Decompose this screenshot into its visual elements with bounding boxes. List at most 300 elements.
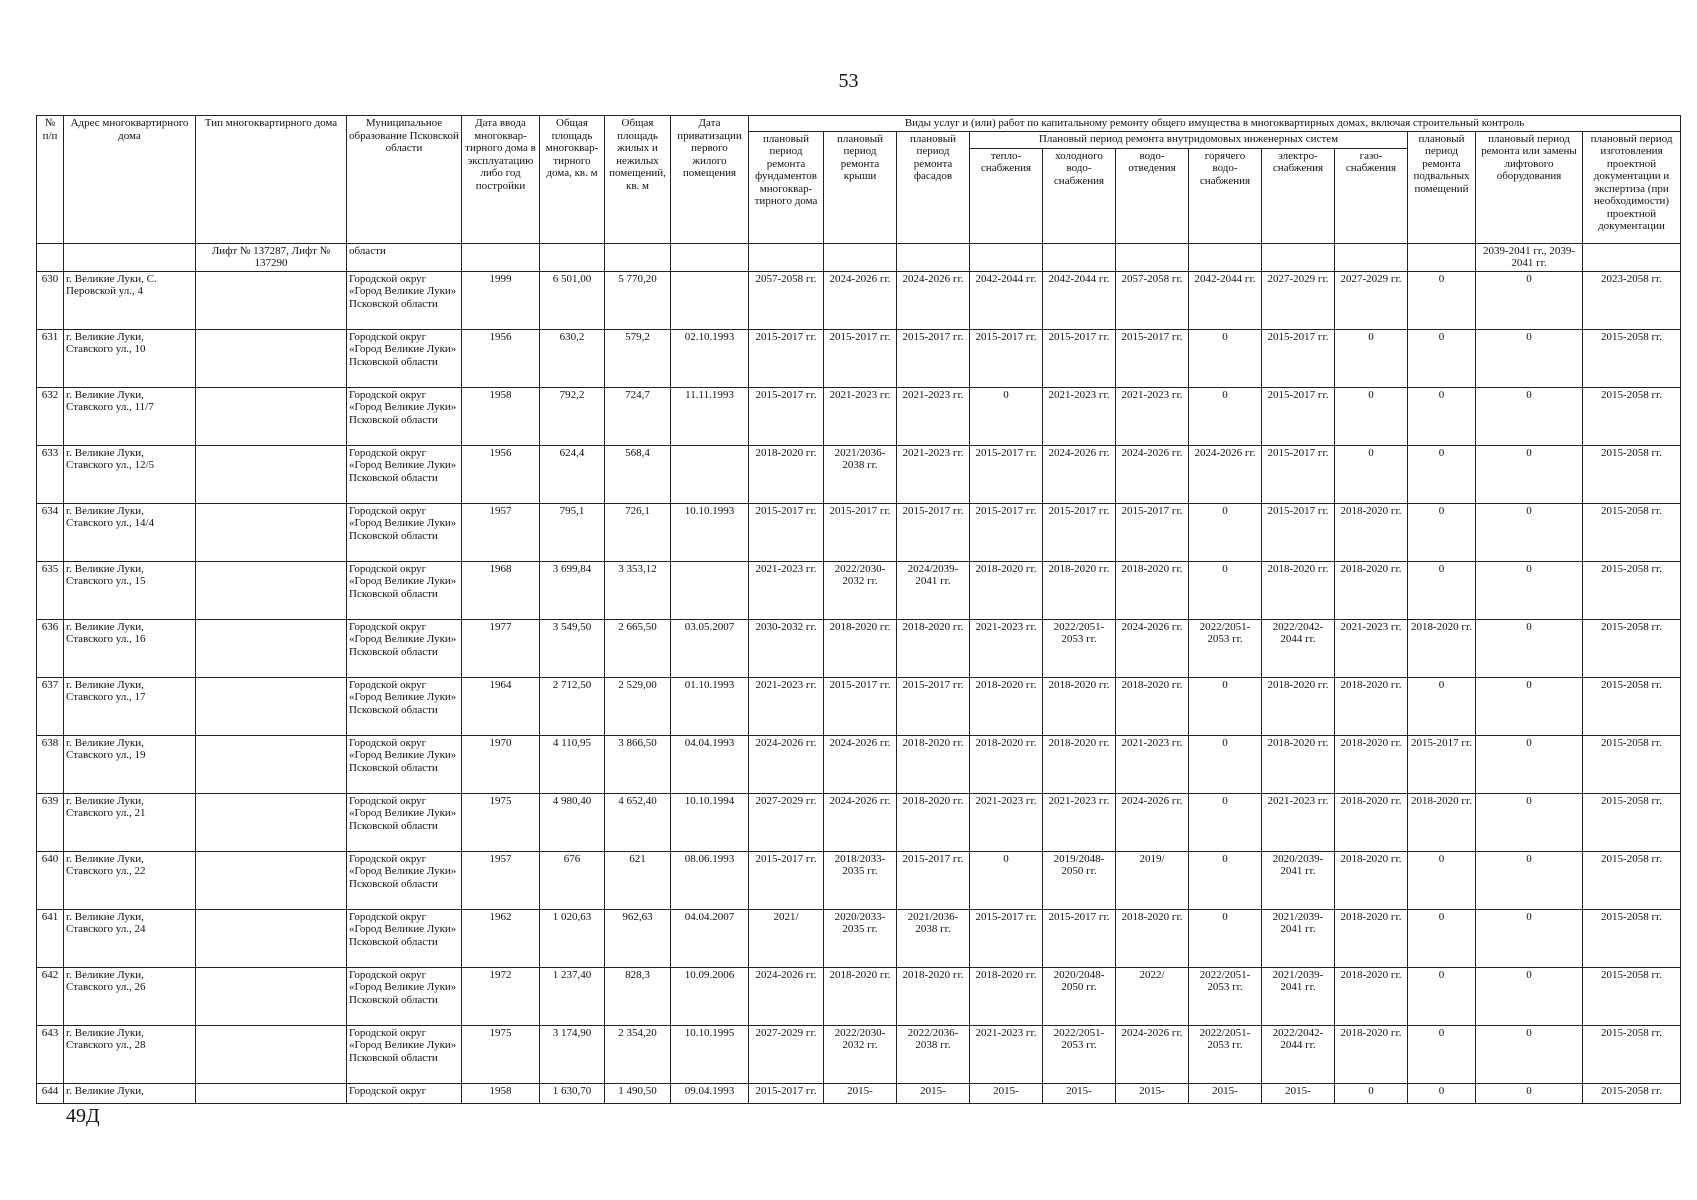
cell-total-area: 795,1 bbox=[540, 503, 605, 561]
cell-living-area: 2 529,00 bbox=[605, 677, 671, 735]
cell-elevator: 0 bbox=[1476, 677, 1583, 735]
cell-hot-water: 2022/2051-2053 гг. bbox=[1189, 967, 1262, 1025]
cell-basement: 0 bbox=[1408, 271, 1476, 329]
cell-municipality: Городской округ «Город Великие Луки» Псковской области bbox=[347, 677, 462, 735]
cont-municipality: области bbox=[347, 243, 462, 271]
cell-heat: 2021-2023 гг. bbox=[970, 793, 1043, 851]
cell-gas: 2027-2029 гг. bbox=[1335, 271, 1408, 329]
cell-foundation: 2015-2017 гг. bbox=[749, 503, 824, 561]
cell-electricity: 2018-2020 гг. bbox=[1262, 561, 1335, 619]
header-gas: газо-снабжения bbox=[1335, 148, 1408, 243]
cell-hot-water: 0 bbox=[1189, 387, 1262, 445]
cell-foundation: 2024-2026 гг. bbox=[749, 967, 824, 1025]
header-living-area: Общая площадь жилых и нежилых помещений, кв. м bbox=[605, 116, 671, 244]
cell-basement: 2015-2017 гг. bbox=[1408, 735, 1476, 793]
cont-type: Лифт № 137287, Лифт № 137290 bbox=[196, 243, 347, 271]
cell-hot-water: 0 bbox=[1189, 909, 1262, 967]
cell-living-area: 828,3 bbox=[605, 967, 671, 1025]
cell-electricity: 2020/2039-2041 гг. bbox=[1262, 851, 1335, 909]
cell-gas: 2018-2020 гг. bbox=[1335, 677, 1408, 735]
header-basement: плановый период ремонта подвальных помещений bbox=[1408, 131, 1476, 243]
cell-hot-water: 2015- bbox=[1189, 1083, 1262, 1103]
header-total-area: Общая площадь многоквар-тирного дома, кв. м bbox=[540, 116, 605, 244]
cell-electricity: 2015- bbox=[1262, 1083, 1335, 1103]
cell-foundation: 2021/ bbox=[749, 909, 824, 967]
cell-facade: 2015-2017 гг. bbox=[897, 851, 970, 909]
cell-gas: 0 bbox=[1335, 387, 1408, 445]
cell-elevator: 0 bbox=[1476, 735, 1583, 793]
cell-municipality: Городской округ «Город Великие Луки» Псковской области bbox=[347, 1025, 462, 1083]
cell-total-area: 4 110,95 bbox=[540, 735, 605, 793]
cell-address: г. Великие Луки, Ставского ул., 12/5 bbox=[64, 445, 196, 503]
cell-cold-water: 2015- bbox=[1043, 1083, 1116, 1103]
cell-cold-water: 2021-2023 гг. bbox=[1043, 793, 1116, 851]
cell-design-docs: 2023-2058 гг. bbox=[1583, 271, 1681, 329]
cell-design-docs: 2015-2058 гг. bbox=[1583, 851, 1681, 909]
cell-elevator: 0 bbox=[1476, 1083, 1583, 1103]
cell-living-area: 4 652,40 bbox=[605, 793, 671, 851]
cell-design-docs: 2015-2058 гг. bbox=[1583, 561, 1681, 619]
cell-electricity: 2015-2017 гг. bbox=[1262, 445, 1335, 503]
cell-design-docs: 2015-2058 гг. bbox=[1583, 793, 1681, 851]
cell-hot-water: 0 bbox=[1189, 561, 1262, 619]
cell-year: 1972 bbox=[462, 967, 540, 1025]
table-row bbox=[37, 619, 1681, 677]
cell-num: 640 bbox=[37, 851, 64, 909]
cell-foundation: 2018-2020 гг. bbox=[749, 445, 824, 503]
cell-elevator: 0 bbox=[1476, 329, 1583, 387]
header-heat: тепло-снабжения bbox=[970, 148, 1043, 243]
table-row bbox=[37, 677, 1681, 735]
cell-roof: 2018-2020 гг. bbox=[824, 619, 897, 677]
cell-num: 638 bbox=[37, 735, 64, 793]
table-row bbox=[37, 503, 1681, 561]
cell-facade: 2015-2017 гг. bbox=[897, 329, 970, 387]
cell-address: г. Великие Луки, Ставского ул., 10 bbox=[64, 329, 196, 387]
cell-address: г. Великие Луки, Ставского ул., 11/7 bbox=[64, 387, 196, 445]
header-sewerage: водо-отведения bbox=[1116, 148, 1189, 243]
cell-basement: 0 bbox=[1408, 503, 1476, 561]
cell-total-area: 2 712,50 bbox=[540, 677, 605, 735]
cell-design-docs: 2015-2058 гг. bbox=[1583, 503, 1681, 561]
cell-total-area: 676 bbox=[540, 851, 605, 909]
cell-elevator: 0 bbox=[1476, 851, 1583, 909]
cell-hot-water: 0 bbox=[1189, 735, 1262, 793]
table-row bbox=[37, 735, 1681, 793]
cell-living-area: 726,1 bbox=[605, 503, 671, 561]
cell-basement: 0 bbox=[1408, 329, 1476, 387]
continuation-row bbox=[37, 243, 1681, 271]
cell-municipality: Городской округ «Город Великие Луки» Псковской области bbox=[347, 445, 462, 503]
cell-address: г. Великие Луки, bbox=[64, 1083, 196, 1103]
cell-sewerage: 2024-2026 гг. bbox=[1116, 619, 1189, 677]
cell-roof: 2024-2026 гг. bbox=[824, 735, 897, 793]
cell-year: 1958 bbox=[462, 1083, 540, 1103]
cell-cold-water: 2015-2017 гг. bbox=[1043, 909, 1116, 967]
cell-year: 1968 bbox=[462, 561, 540, 619]
cell-roof: 2021/2036-2038 гг. bbox=[824, 445, 897, 503]
cell-foundation: 2021-2023 гг. bbox=[749, 677, 824, 735]
cell-address: г. Великие Луки, С. Перовской ул., 4 bbox=[64, 271, 196, 329]
cell-facade: 2021/2036-2038 гг. bbox=[897, 909, 970, 967]
cell-gas: 2018-2020 гг. bbox=[1335, 967, 1408, 1025]
header-design-docs: плановый период изготовления проектной документации и экспертиза (при необходимости) проектной документации bbox=[1583, 131, 1681, 243]
cell-num: 643 bbox=[37, 1025, 64, 1083]
cell-design-docs: 2015-2058 гг. bbox=[1583, 329, 1681, 387]
cell-year: 1977 bbox=[462, 619, 540, 677]
cell-num: 636 bbox=[37, 619, 64, 677]
cell-privatization: 01.10.1993 bbox=[671, 677, 749, 735]
cell-address: г. Великие Луки, Ставского ул., 22 bbox=[64, 851, 196, 909]
cell-roof: 2015-2017 гг. bbox=[824, 329, 897, 387]
cell-year: 1957 bbox=[462, 503, 540, 561]
cell-elevator: 0 bbox=[1476, 561, 1583, 619]
cell-address: г. Великие Луки, Ставского ул., 24 bbox=[64, 909, 196, 967]
cell-total-area: 6 501,00 bbox=[540, 271, 605, 329]
cell-facade: 2021-2023 гг. bbox=[897, 387, 970, 445]
cell-cold-water: 2042-2044 гг. bbox=[1043, 271, 1116, 329]
cell-facade: 2024/2039-2041 гг. bbox=[897, 561, 970, 619]
cell-living-area: 568,4 bbox=[605, 445, 671, 503]
cell-total-area: 3 174,90 bbox=[540, 1025, 605, 1083]
cell-type bbox=[196, 909, 347, 967]
cell-municipality: Городской округ «Город Великие Луки» Псковской области bbox=[347, 503, 462, 561]
cell-elevator: 0 bbox=[1476, 271, 1583, 329]
cell-total-area: 1 630,70 bbox=[540, 1083, 605, 1103]
cell-roof: 2015-2017 гг. bbox=[824, 677, 897, 735]
cell-num: 632 bbox=[37, 387, 64, 445]
cell-total-area: 3 699,84 bbox=[540, 561, 605, 619]
cell-heat: 0 bbox=[970, 387, 1043, 445]
cell-living-area: 962,63 bbox=[605, 909, 671, 967]
cell-sewerage: 2015- bbox=[1116, 1083, 1189, 1103]
cell-living-area: 724,7 bbox=[605, 387, 671, 445]
cell-cold-water: 2015-2017 гг. bbox=[1043, 503, 1116, 561]
cell-address: г. Великие Луки, Ставского ул., 15 bbox=[64, 561, 196, 619]
cell-facade: 2021-2023 гг. bbox=[897, 445, 970, 503]
cell-basement: 0 bbox=[1408, 851, 1476, 909]
header-commission-date: Дата ввода многоквар-тирного дома в эксплуатацию либо год постройки bbox=[462, 116, 540, 244]
cell-num: 635 bbox=[37, 561, 64, 619]
cell-heat: 2015-2017 гг. bbox=[970, 909, 1043, 967]
header-type: Тип многоквартирного дома bbox=[196, 116, 347, 244]
cell-gas: 0 bbox=[1335, 1083, 1408, 1103]
cell-electricity: 2018-2020 гг. bbox=[1262, 735, 1335, 793]
header-address: Адрес многоквартирного дома bbox=[64, 116, 196, 244]
cell-sewerage: 2021-2023 гг. bbox=[1116, 387, 1189, 445]
cell-heat: 2018-2020 гг. bbox=[970, 967, 1043, 1025]
cell-elevator: 0 bbox=[1476, 445, 1583, 503]
cell-type bbox=[196, 503, 347, 561]
cell-address: г. Великие Луки, Ставского ул., 26 bbox=[64, 967, 196, 1025]
cell-address: г. Великие Луки, Ставского ул., 14/4 bbox=[64, 503, 196, 561]
cell-privatization: 10.09.2006 bbox=[671, 967, 749, 1025]
cell-address: г. Великие Луки, Ставского ул., 19 bbox=[64, 735, 196, 793]
cell-num: 641 bbox=[37, 909, 64, 967]
cell-year: 1999 bbox=[462, 271, 540, 329]
header-works-group: Виды услуг и (или) работ по капитальному ремонту общего имущества в многоквартирных домах, включая строительный контроль bbox=[749, 116, 1681, 132]
cell-num: 630 bbox=[37, 271, 64, 329]
cell-address: г. Великие Луки, Ставского ул., 16 bbox=[64, 619, 196, 677]
cell-type bbox=[196, 967, 347, 1025]
cell-heat: 2018-2020 гг. bbox=[970, 677, 1043, 735]
header-facade: плановый период ремонта фасадов bbox=[897, 131, 970, 243]
cell-cold-water: 2022/2051-2053 гг. bbox=[1043, 1025, 1116, 1083]
table-row bbox=[37, 967, 1681, 1025]
cell-facade: 2015-2017 гг. bbox=[897, 503, 970, 561]
cell-privatization: 03.05.2007 bbox=[671, 619, 749, 677]
cell-foundation: 2015-2017 гг. bbox=[749, 1083, 824, 1103]
cell-num: 637 bbox=[37, 677, 64, 735]
cell-foundation: 2024-2026 гг. bbox=[749, 735, 824, 793]
cell-municipality: Городской округ «Город Великие Луки» Псковской области bbox=[347, 561, 462, 619]
cell-elevator: 0 bbox=[1476, 387, 1583, 445]
cell-cold-water: 2019/2048-2050 гг. bbox=[1043, 851, 1116, 909]
header-hot-water: горячего водо-снабжения bbox=[1189, 148, 1262, 243]
cell-design-docs: 2015-2058 гг. bbox=[1583, 387, 1681, 445]
cell-heat: 2015- bbox=[970, 1083, 1043, 1103]
cell-municipality: Городской округ «Город Великие Луки» Псковской области bbox=[347, 387, 462, 445]
cell-sewerage: 2024-2026 гг. bbox=[1116, 793, 1189, 851]
cell-cold-water: 2018-2020 гг. bbox=[1043, 561, 1116, 619]
cell-heat: 2042-2044 гг. bbox=[970, 271, 1043, 329]
cell-year: 1956 bbox=[462, 329, 540, 387]
cell-type bbox=[196, 677, 347, 735]
header-municipality: Муниципальное образование Псковской области bbox=[347, 116, 462, 244]
capital-repair-table bbox=[36, 115, 1681, 1104]
cell-num: 639 bbox=[37, 793, 64, 851]
cell-address: г. Великие Луки, Ставского ул., 28 bbox=[64, 1025, 196, 1083]
cell-electricity: 2015-2017 гг. bbox=[1262, 387, 1335, 445]
cell-gas: 0 bbox=[1335, 329, 1408, 387]
cell-foundation: 2015-2017 гг. bbox=[749, 851, 824, 909]
cell-facade: 2015-2017 гг. bbox=[897, 677, 970, 735]
cell-sewerage: 2024-2026 гг. bbox=[1116, 445, 1189, 503]
cell-type bbox=[196, 793, 347, 851]
cell-total-area: 1 237,40 bbox=[540, 967, 605, 1025]
cell-heat: 2018-2020 гг. bbox=[970, 735, 1043, 793]
cell-electricity: 2018-2020 гг. bbox=[1262, 677, 1335, 735]
cell-privatization: 04.04.2007 bbox=[671, 909, 749, 967]
cell-roof: 2024-2026 гг. bbox=[824, 793, 897, 851]
cell-gas: 2018-2020 гг. bbox=[1335, 851, 1408, 909]
cell-type bbox=[196, 387, 347, 445]
cell-sewerage: 2024-2026 гг. bbox=[1116, 1025, 1189, 1083]
cell-gas: 2021-2023 гг. bbox=[1335, 619, 1408, 677]
cell-num: 631 bbox=[37, 329, 64, 387]
cell-electricity: 2021-2023 гг. bbox=[1262, 793, 1335, 851]
page-number: 53 bbox=[838, 70, 859, 92]
cell-sewerage: 2022/ bbox=[1116, 967, 1189, 1025]
cell-cold-water: 2022/2051-2053 гг. bbox=[1043, 619, 1116, 677]
cell-hot-water: 0 bbox=[1189, 851, 1262, 909]
cell-municipality: Городской округ «Город Великие Луки» Псковской области bbox=[347, 271, 462, 329]
cell-heat: 0 bbox=[970, 851, 1043, 909]
cell-municipality: Городской округ bbox=[347, 1083, 462, 1103]
cell-gas: 2018-2020 гг. bbox=[1335, 793, 1408, 851]
cell-type bbox=[196, 271, 347, 329]
table-row bbox=[37, 1025, 1681, 1083]
cell-gas: 2018-2020 гг. bbox=[1335, 735, 1408, 793]
table-row bbox=[37, 851, 1681, 909]
header-foundation: плановый период ремонта фундаментов многоквар-тирного дома bbox=[749, 131, 824, 243]
cell-foundation: 2015-2017 гг. bbox=[749, 329, 824, 387]
cell-design-docs: 2015-2058 гг. bbox=[1583, 619, 1681, 677]
header-privatization-date: Дата приватизации первого жилого помещения bbox=[671, 116, 749, 244]
cell-living-area: 579,2 bbox=[605, 329, 671, 387]
cell-sewerage: 2015-2017 гг. bbox=[1116, 503, 1189, 561]
cell-gas: 2018-2020 гг. bbox=[1335, 503, 1408, 561]
cell-electricity: 2015-2017 гг. bbox=[1262, 503, 1335, 561]
cell-sewerage: 2015-2017 гг. bbox=[1116, 329, 1189, 387]
cell-roof: 2018/2033-2035 гг. bbox=[824, 851, 897, 909]
cell-year: 1975 bbox=[462, 1025, 540, 1083]
cell-foundation: 2030-2032 гг. bbox=[749, 619, 824, 677]
cell-elevator: 0 bbox=[1476, 503, 1583, 561]
cell-year: 1958 bbox=[462, 387, 540, 445]
cell-basement: 0 bbox=[1408, 561, 1476, 619]
cell-cold-water: 2021-2023 гг. bbox=[1043, 387, 1116, 445]
cell-electricity: 2021/2039-2041 гг. bbox=[1262, 909, 1335, 967]
cell-foundation: 2021-2023 гг. bbox=[749, 561, 824, 619]
cell-sewerage: 2018-2020 гг. bbox=[1116, 677, 1189, 735]
cell-total-area: 1 020,63 bbox=[540, 909, 605, 967]
cell-basement: 0 bbox=[1408, 677, 1476, 735]
header-electricity: электро-снабжения bbox=[1262, 148, 1335, 243]
cell-facade: 2018-2020 гг. bbox=[897, 967, 970, 1025]
cell-hot-water: 0 bbox=[1189, 793, 1262, 851]
cell-design-docs: 2015-2058 гг. bbox=[1583, 909, 1681, 967]
cell-living-area: 1 490,50 bbox=[605, 1083, 671, 1103]
cell-roof: 2015- bbox=[824, 1083, 897, 1103]
table-row bbox=[37, 329, 1681, 387]
cell-elevator: 0 bbox=[1476, 1025, 1583, 1083]
cell-basement: 2018-2020 гг. bbox=[1408, 619, 1476, 677]
cell-sewerage: 2018-2020 гг. bbox=[1116, 909, 1189, 967]
cell-municipality: Городской округ «Город Великие Луки» Псковской области bbox=[347, 967, 462, 1025]
table-row bbox=[37, 909, 1681, 967]
cell-foundation: 2057-2058 гг. bbox=[749, 271, 824, 329]
cell-year: 1970 bbox=[462, 735, 540, 793]
cell-type bbox=[196, 1083, 347, 1103]
cell-privatization: 04.04.1993 bbox=[671, 735, 749, 793]
cell-privatization: 02.10.1993 bbox=[671, 329, 749, 387]
cell-privatization: 10.10.1995 bbox=[671, 1025, 749, 1083]
cell-elevator: 0 bbox=[1476, 793, 1583, 851]
cell-cold-water: 2015-2017 гг. bbox=[1043, 329, 1116, 387]
cell-roof: 2021-2023 гг. bbox=[824, 387, 897, 445]
cell-privatization: 10.10.1993 bbox=[671, 503, 749, 561]
table-row bbox=[37, 1083, 1681, 1103]
cell-design-docs: 2015-2058 гг. bbox=[1583, 735, 1681, 793]
cell-privatization bbox=[671, 561, 749, 619]
cont-elevator: 2039-2041 гг., 2039-2041 гг. bbox=[1476, 243, 1583, 271]
cell-total-area: 624,4 bbox=[540, 445, 605, 503]
cell-sewerage: 2021-2023 гг. bbox=[1116, 735, 1189, 793]
cell-living-area: 2 665,50 bbox=[605, 619, 671, 677]
cell-year: 1964 bbox=[462, 677, 540, 735]
cell-electricity: 2015-2017 гг. bbox=[1262, 329, 1335, 387]
cell-hot-water: 0 bbox=[1189, 503, 1262, 561]
cell-roof: 2022/2030-2032 гг. bbox=[824, 1025, 897, 1083]
cell-design-docs: 2015-2058 гг. bbox=[1583, 677, 1681, 735]
cell-living-area: 621 bbox=[605, 851, 671, 909]
cell-design-docs: 2015-2058 гг. bbox=[1583, 967, 1681, 1025]
cell-facade: 2018-2020 гг. bbox=[897, 735, 970, 793]
cell-type bbox=[196, 619, 347, 677]
cell-type bbox=[196, 851, 347, 909]
cell-elevator: 0 bbox=[1476, 909, 1583, 967]
cell-sewerage: 2019/ bbox=[1116, 851, 1189, 909]
cell-privatization: 11.11.1993 bbox=[671, 387, 749, 445]
cell-roof: 2020/2033-2035 гг. bbox=[824, 909, 897, 967]
cell-electricity: 2022/2042-2044 гг. bbox=[1262, 1025, 1335, 1083]
cell-address: г. Великие Луки, Ставского ул., 17 bbox=[64, 677, 196, 735]
cell-year: 1957 bbox=[462, 851, 540, 909]
cell-address: г. Великие Луки, Ставского ул., 21 bbox=[64, 793, 196, 851]
cell-living-area: 2 354,20 bbox=[605, 1025, 671, 1083]
cell-foundation: 2027-2029 гг. bbox=[749, 793, 824, 851]
cell-cold-water: 2018-2020 гг. bbox=[1043, 735, 1116, 793]
cell-hot-water: 2022/2051-2053 гг. bbox=[1189, 1025, 1262, 1083]
cell-num: 634 bbox=[37, 503, 64, 561]
cell-design-docs: 2015-2058 гг. bbox=[1583, 445, 1681, 503]
cell-sewerage: 2057-2058 гг. bbox=[1116, 271, 1189, 329]
cell-heat: 2021-2023 гг. bbox=[970, 619, 1043, 677]
cell-electricity: 2022/2042-2044 гг. bbox=[1262, 619, 1335, 677]
cell-gas: 2018-2020 гг. bbox=[1335, 1025, 1408, 1083]
cell-municipality: Городской округ «Город Великие Луки» Псковской области bbox=[347, 909, 462, 967]
cell-basement: 0 bbox=[1408, 967, 1476, 1025]
cell-privatization: 10.10.1994 bbox=[671, 793, 749, 851]
cell-basement: 0 bbox=[1408, 1083, 1476, 1103]
cell-year: 1956 bbox=[462, 445, 540, 503]
cell-year: 1975 bbox=[462, 793, 540, 851]
cell-foundation: 2027-2029 гг. bbox=[749, 1025, 824, 1083]
cell-basement: 0 bbox=[1408, 909, 1476, 967]
table-row bbox=[37, 445, 1681, 503]
cell-gas: 2018-2020 гг. bbox=[1335, 561, 1408, 619]
header-roof: плановый период ремонта крыши bbox=[824, 131, 897, 243]
cell-num: 642 bbox=[37, 967, 64, 1025]
header-systems-group: Плановый период ремонта внутридомовых инженерных систем bbox=[970, 131, 1408, 148]
header-cold-water: холодного водо-снабжения bbox=[1043, 148, 1116, 243]
cell-total-area: 792,2 bbox=[540, 387, 605, 445]
cell-num: 633 bbox=[37, 445, 64, 503]
cell-living-area: 3 866,50 bbox=[605, 735, 671, 793]
cell-type bbox=[196, 735, 347, 793]
cell-type bbox=[196, 329, 347, 387]
cell-total-area: 4 980,40 bbox=[540, 793, 605, 851]
cell-heat: 2018-2020 гг. bbox=[970, 561, 1043, 619]
header-elevator: плановый период ремонта или замены лифтового оборудования bbox=[1476, 131, 1583, 243]
cell-design-docs: 2015-2058 гг. bbox=[1583, 1083, 1681, 1103]
cell-electricity: 2027-2029 гг. bbox=[1262, 271, 1335, 329]
table-row bbox=[37, 271, 1681, 329]
cell-hot-water: 2042-2044 гг. bbox=[1189, 271, 1262, 329]
cell-facade: 2018-2020 гг. bbox=[897, 619, 970, 677]
cell-facade: 2018-2020 гг. bbox=[897, 793, 970, 851]
cell-municipality: Городской округ «Город Великие Луки» Псковской области bbox=[347, 329, 462, 387]
cell-facade: 2015- bbox=[897, 1083, 970, 1103]
cell-basement: 0 bbox=[1408, 445, 1476, 503]
table-row bbox=[37, 387, 1681, 445]
cell-elevator: 0 bbox=[1476, 619, 1583, 677]
cell-cold-water: 2018-2020 гг. bbox=[1043, 677, 1116, 735]
cell-municipality: Городской округ «Город Великие Луки» Псковской области bbox=[347, 851, 462, 909]
cell-basement: 0 bbox=[1408, 1025, 1476, 1083]
cell-facade: 2024-2026 гг. bbox=[897, 271, 970, 329]
